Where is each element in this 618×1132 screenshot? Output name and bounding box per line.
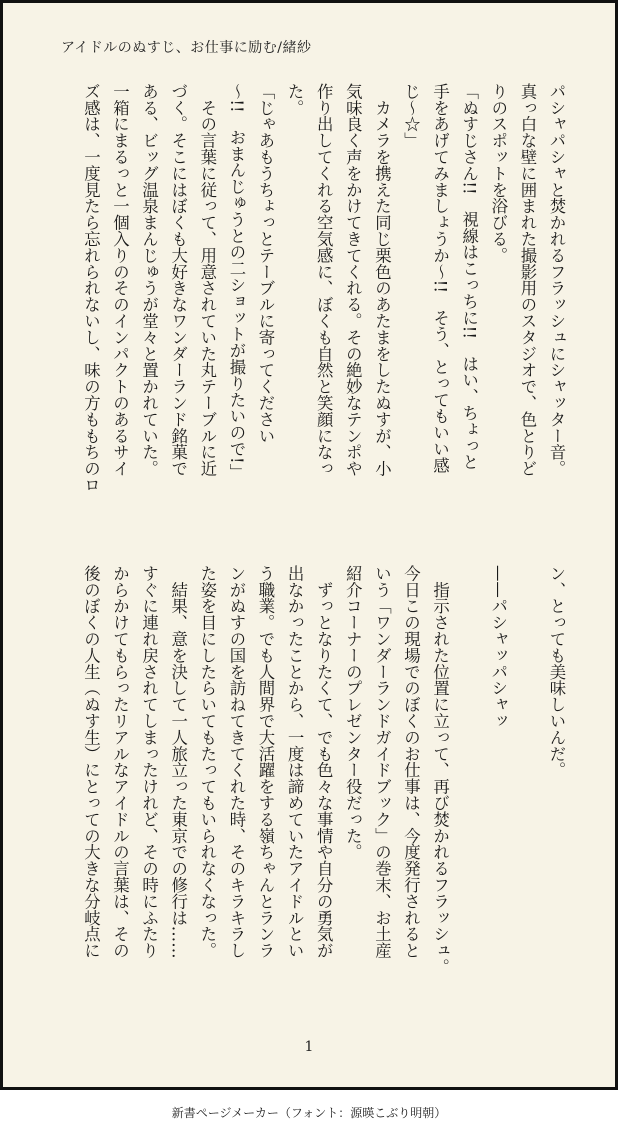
text-column: う職業。でも人間界で大活躍をする嶺ちゃんとランラ: [256, 565, 275, 959]
text-column: 手をあげてみましょうか〜!! そう、とってもいい感: [430, 83, 450, 474]
text-column: 指示された位置に立って、再び焚かれるフラッシュ。: [430, 565, 450, 975]
text-column: ずっとなりたくて、でも色々な事情や自分の勇気が: [314, 565, 334, 959]
text-column: 結果、意を決して一人旅立った東京での修行は……: [168, 565, 188, 959]
page-number: 1: [304, 1039, 314, 1055]
footer-credit: 新書ページメーカー（フォント：源暎こぶり明朝）: [171, 1106, 447, 1120]
text-column: いう「ワンダーランドガイドブック」の巻末、お土産: [372, 565, 392, 959]
text-column: 〜!! おまんじゅうとの二ショットが撮りたいので!」: [226, 83, 246, 480]
text-column: 後のぼくの人生（ぬす生）にとっての大きな分岐点に: [81, 565, 101, 959]
text-column: ン、とっても美味しいんだ。: [547, 565, 566, 779]
text-column: じ〜☆」: [401, 83, 421, 149]
text-column: た。: [285, 83, 305, 116]
text-column: 今日この現場でのぼくのお仕事は、今度発行されると: [401, 565, 421, 959]
text-column: ある、ビッグ温泉まんじゅうが堂々と置かれていた。: [139, 83, 159, 477]
text-column: ズ感は、一度見たら忘れられないし、味の方ももちのロ: [81, 83, 101, 493]
text-column: 出なかったことから、一度は諦めていたアイドルとい: [285, 565, 305, 959]
text-column: カメラを携えた同じ栗色のあたまをしたぬすが、小: [372, 83, 392, 477]
text-column: 一箱にまるっと一個入りのそのインパクトのあるサイ: [110, 83, 130, 477]
text-column: ンがぬすの国を訪ねてきてくれた時、そのキラキラし: [226, 565, 246, 959]
text-column: その言葉に従って、用意されていた丸テーブルに近: [197, 83, 217, 477]
page-header-title: アイドルのぬすじ、お仕事に励む/緒紗: [61, 40, 312, 56]
text-column: 気味良く声をかけてきてくれる。その絶妙なテンポや: [343, 83, 363, 477]
text-column: 作り出してくれる空気感に、ぼくも自然と笑顔になっ: [314, 83, 334, 477]
text-column: からかけてもらったリアルなアイドルの言葉は、その: [110, 565, 130, 959]
text-column: 紹介コーナーのプレゼンター役だった。: [343, 565, 363, 861]
text-column: 「じゃあもうちょっとテーブルに寄ってください: [256, 83, 275, 444]
text-column: りのスポットを浴びる。: [488, 83, 508, 264]
text-column: 「ぬすじさん!! 視線はこっちに!! はい、ちょっと: [459, 83, 479, 471]
text-column: 真っ白な壁に囲まれた撮影用のスタジオで、色とりど: [517, 83, 537, 477]
text-column: パシャパシャと焚かれるフラッシュにシャッター音。: [547, 83, 566, 477]
text-column: すぐに連れ戻されてしまったけれど、その時にふたり: [139, 565, 159, 959]
text-column: た姿を目にしたらいてもたってもいられなくなった。: [197, 565, 217, 959]
text-column: ——パシャッパシャッ: [488, 565, 508, 729]
text-column: づく。そこにはぼくも大好きなワンダーランド銘菓で: [168, 83, 188, 477]
